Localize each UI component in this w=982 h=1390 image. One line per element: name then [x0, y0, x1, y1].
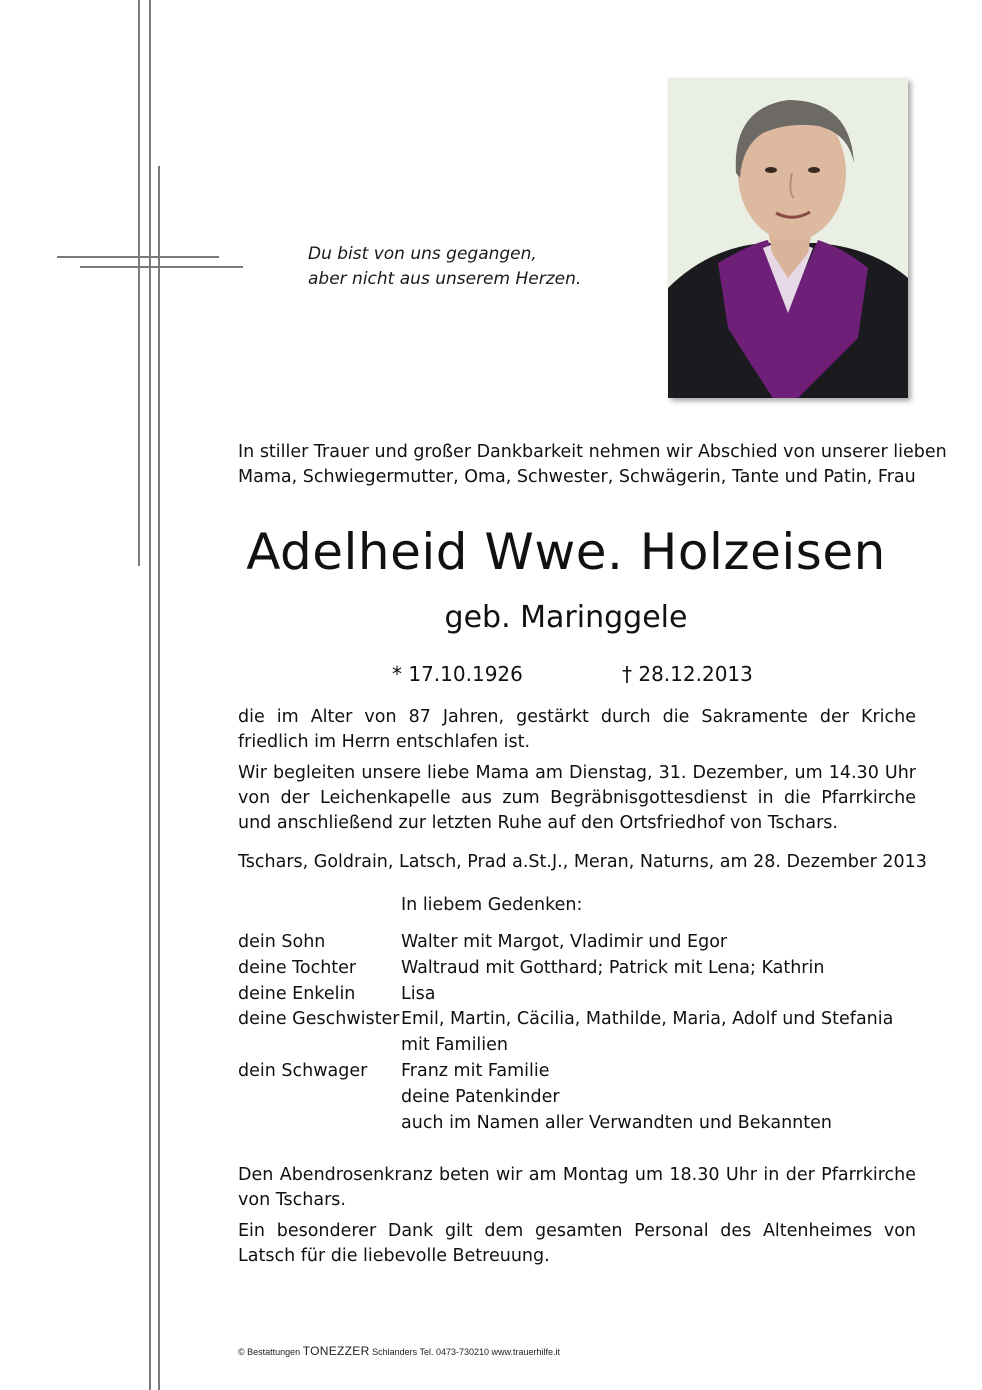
mourner-names: auch im Namen aller Verwandten und Bekannten	[401, 1112, 832, 1133]
intro-line-2: Mama, Schwiegermutter, Oma, Schwester, Schwägerin, Tante und Patin, Frau	[238, 467, 916, 487]
funeral-paragraph: Wir begleiten unsere liebe Mama am Dienstag, 31. Dezember, um 14.30 Uhr von der Leichenkapelle aus zum Begräbnisgottesdienst in die Pfarrkirche und anschließend zur letzten Ruhe auf den Ortsfriedhof von Tschars.	[238, 763, 916, 833]
portrait-illustration	[668, 78, 908, 398]
cross-horizontal-line-top	[57, 256, 219, 258]
mourner-names: Lisa	[401, 983, 436, 1004]
cross-vertical-line-right	[149, 0, 151, 1390]
mourner-names: mit Familien	[401, 1035, 509, 1056]
cross-horizontal-line-bottom	[80, 266, 243, 268]
place-date-line: Tschars, Goldrain, Latsch, Prad a.St.J., Meran, Naturns, am 28. Dezember 2013	[238, 852, 927, 872]
cross-vertical-short-left	[158, 166, 160, 1390]
mourner-names: Walter mit Margot, Vladimir und Egor	[401, 932, 728, 952]
death-date: † 28.12.2013	[622, 662, 753, 686]
mourner-names: deine Patenkinder	[401, 1086, 560, 1107]
mourner-relation: dein Sohn	[238, 932, 326, 952]
quote-line-2: aber nicht aus unserem Herzen.	[308, 269, 582, 289]
mourner-relation: deine Geschwister	[238, 1009, 400, 1030]
mourner-names: Franz mit Familie	[401, 1060, 550, 1081]
mourner-names: Waltraud mit Gotthard; Patrick mit Lena; Kathrin	[401, 957, 825, 978]
footer-prefix: © Bestattungen	[238, 1347, 301, 1357]
thanks-paragraph: Ein besonderer Dank gilt dem gesamten Personal des Altenheimes von Latsch für die liebevolle Betreuung.	[238, 1221, 916, 1266]
mourner-relation: dein Schwager	[238, 1060, 368, 1081]
mourner-relation: deine Enkelin	[238, 983, 356, 1004]
portrait-photo	[668, 78, 908, 398]
rosary-paragraph: Den Abendrosenkranz beten wir am Montag um 18.30 Uhr in der Pfarrkirche von Tschars.	[238, 1165, 916, 1210]
intro-line-1: In stiller Trauer und großer Dankbarkeit nehmen wir Abschied von unserer lieben	[238, 442, 947, 462]
birth-date: * 17.10.1926	[392, 662, 523, 686]
cross-vertical-line-left	[138, 0, 140, 566]
memorial-quote	[308, 242, 648, 292]
intro-text	[238, 440, 947, 490]
quote-line-1: Du bist von uns gegangen,	[308, 244, 537, 264]
passing-paragraph: die im Alter von 87 Jahren, gestärkt durch die Sakramente der Kriche friedlich im Herrn entschlafen ist.	[238, 707, 916, 752]
footer-imprint	[238, 1344, 560, 1358]
footer-rest: Schlanders Tel. 0473-730210 www.trauerhilfe.it	[372, 1347, 561, 1357]
deceased-name: Adelheid Wwe. Holzeisen	[246, 523, 886, 581]
mourner-names: Emil, Martin, Cäcilia, Mathilde, Maria, Adolf und Stefania	[401, 1009, 894, 1030]
footer-brand: TONEZZER	[302, 1344, 370, 1358]
deceased-birth-name: geb. Maringgele	[444, 600, 688, 635]
mourner-relation: deine Tochter	[238, 957, 357, 978]
remembrance-heading: In liebem Gedenken:	[401, 895, 583, 915]
